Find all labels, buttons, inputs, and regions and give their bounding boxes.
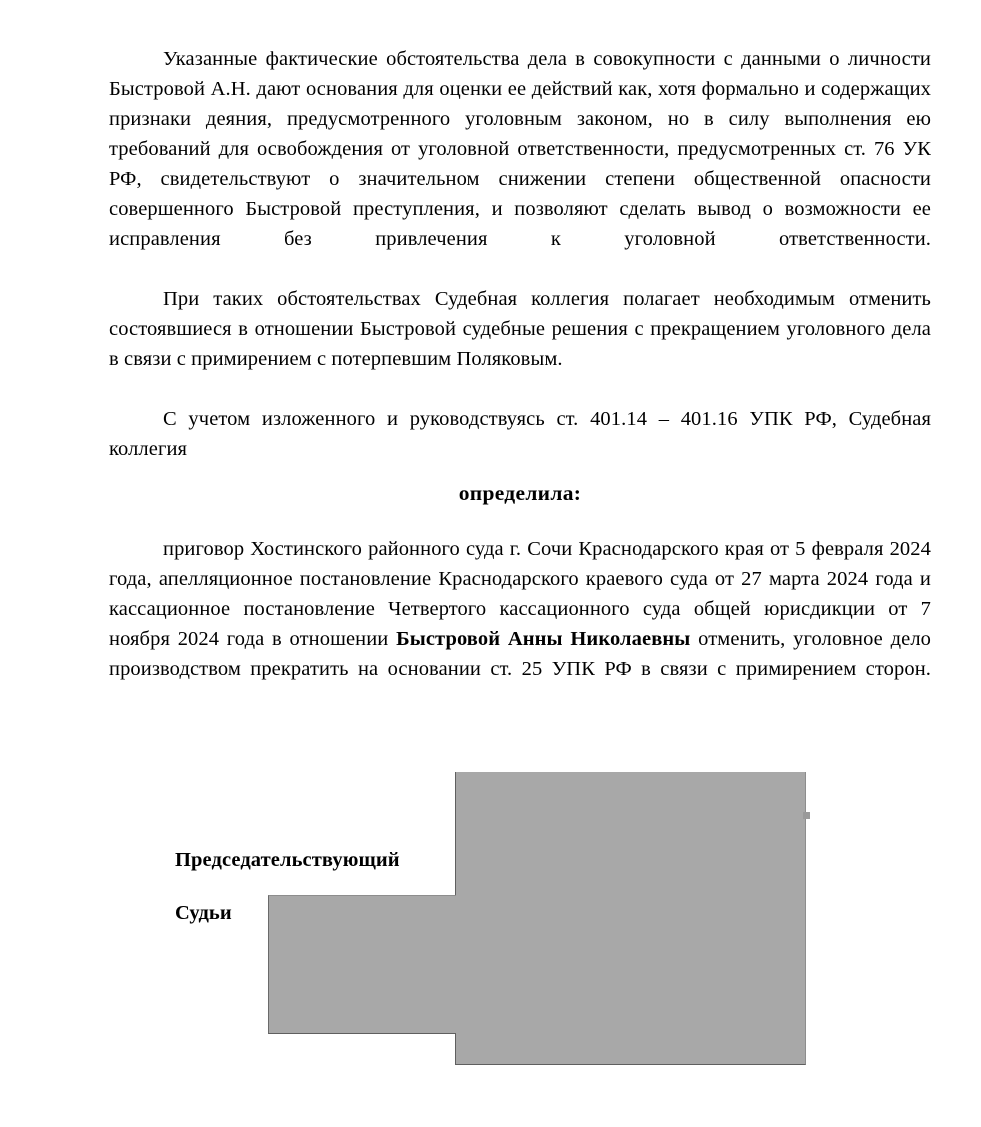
paragraph-legal-basis: С учетом изложенного и руководствуясь ст. 401.14 – 401.16 УПК РФ, Судебная коллегия <box>109 408 931 460</box>
paragraph-conclusion: При таких обстоятельствах Судебная коллегия полагает необходимым отменить состоявшиеся в отношении Быстровой судебные решения с прекращением уголовного дела в связи с примирением с потерпевшим Поляковым. <box>109 288 931 370</box>
ruling-heading: определила: <box>458 481 582 505</box>
operative-text-before-name: приговор Хостинского районного суда г. Сочи Краснодарского края от 5 февраля 2024 года, апелляционное постановление Краснодарского краевого суда от 27 марта 2024 года и кассационное постановление Четвертого кассационного суда общей юрисдикции от 7 ноября 2024 года в отношении <box>109 538 931 650</box>
document-body <box>109 44 931 684</box>
redaction-box-lower <box>268 895 456 1034</box>
judges-label: Судьи <box>175 902 232 924</box>
redaction-artifact-speck <box>803 812 810 819</box>
presiding-judge-label: Председательствующий <box>175 849 400 871</box>
defendant-name: Быстровой Анны Николаевны <box>396 628 691 650</box>
paragraph-grounds: Указанные фактические обстоятельства дела в совокупности с данными о личности Быстровой А.Н. дают основания для оценки ее действий как, хотя формально и содержащих признаки деяния, предусмотренного уголовным законом, но в силу выполнения ею требований для освобождения от уголовной ответственности, предусмотренных ст. 76 УК РФ, свидетельствуют о значительном снижении степени общественной опасности совершенного Быстровой преступления, и позволяют сделать вывод о возможности ее исправления без привлечения к уголовной ответственности. <box>109 48 931 250</box>
operative-text-after-name: отменить, уголовное дело производством прекратить на основании ст. 25 УПК РФ в связи с примирением сторон. <box>109 628 932 680</box>
redaction-box-upper <box>455 772 806 1065</box>
paragraph-operative-part <box>109 534 931 684</box>
